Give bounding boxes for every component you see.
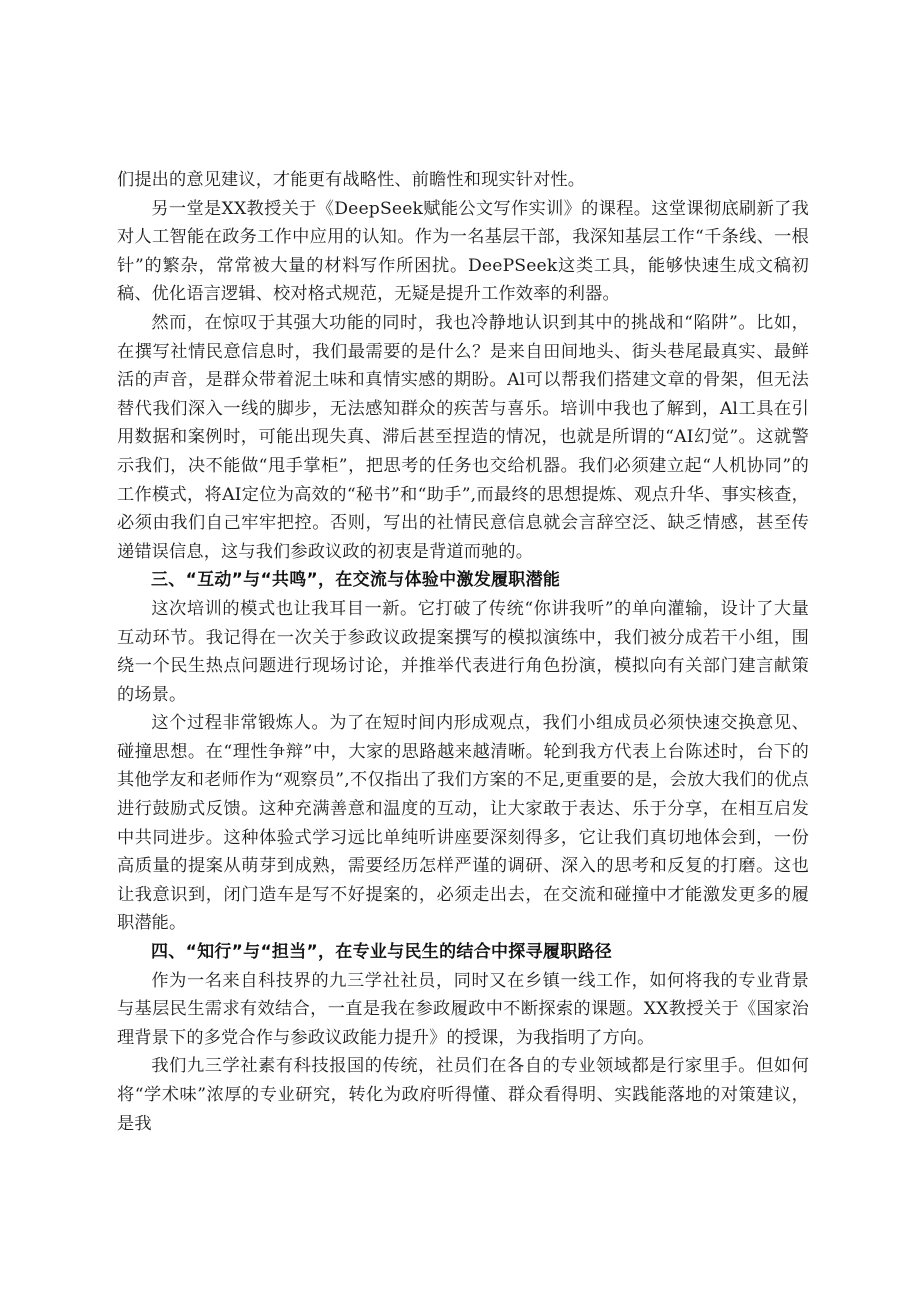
- section-heading-three: 三、“互动”与“共鸣”，在交流与体验中激发履职潜能: [151, 570, 561, 591]
- paragraph-jiusan-tradition: 我们九三学社素有科技报国的传统，社员们在各自的专业领域都是行家里手。但如何将“学术味”浓厚的专业研究，转化为政府听得懂、群众看得明、实践能落地的对策建议，是我: [117, 1056, 809, 1134]
- paragraph-training-mode: 这次培训的模式也让我耳目一新。它打破了传统“你讲我听”的单向灌输，设计了大量互动环节。我记得在一次关于参政议政提案撰写的模拟演练中，我们被分成若干小组，围绕一个民生热点问题进行现场讨论，并推举代表进行角色扮演，模拟向有关部门建言献策的场景。: [117, 598, 809, 705]
- paragraph-interaction-process: 这个过程非常锻炼人。为了在短时间内形成观点，我们小组成员必须快速交换意见、碰撞思想。在“理性争辩”中，大家的思路越来越清晰。轮到我方代表上台陈述时，台下的其他学友和老师作为“观察员”,不仅指出了我们方案的不足,更重要的是，会放大我们的优点进行鼓励式反馈。这种充满善意和温度的互动，让大家敢于表达、乐于分享，在相互启发中共同进步。这种体验式学习远比单纯听讲座要深刻得多，它让我们真切地体会到，一份高质量的提案从萌芽到成熟，需要经历怎样严谨的调研、深入的思考和反复的打磨。这也让我意识到，闭门造车是写不好提案的，必须走出去，在交流和碰撞中才能激发更多的履职潜能。: [117, 713, 809, 934]
- paragraph-continuation: 们提出的意见建议，才能更有战略性、前瞻性和现实针对性。: [117, 170, 586, 190]
- document-body: [117, 166, 809, 1138]
- section-heading-four: 四、“知行”与“担当”，在专业与民生的结合中探寻履职路径: [151, 942, 613, 963]
- paragraph-professional-background: 作为一名来自科技界的九三学社社员，同时又在乡镇一线工作，如何将我的专业背景与基层民生需求有效结合，一直是我在参政履政中不断探索的课题。XX教授关于《国家治理背景下的多党合作与参政议政能力提升》的授课，为我指明了方向。: [117, 970, 809, 1048]
- paragraph-ai-challenges: 然而，在惊叹于其强大功能的同时，我也冷静地认识到其中的挑战和“陷阱”。比如，在撰写社情民意信息时，我们最需要的是什么？是来自田间地头、街头巷尾最真实、最鲜活的声音，是群众带着泥土味和真情实感的期盼。Al可以帮我们搭建文章的骨架，但无法替代我们深入一线的脚步，无法感知群众的疾苦与喜乐。培训中我也了解到，Al工具在引用数据和案例时，可能出现失真、滞后甚至捏造的情况，也就是所谓的“AI幻觉”。这就警示我们，决不能做“甩手掌柜”，把思考的任务也交给机器。我们必须建立起“人机协同”的工作模式，将AI定位为高效的“秘书”和“助手”,而最终的思想提炼、观点升华、事实核查，必须由我们自己牢牢把控。否则，写出的社情民意信息就会言辞空泛、缺乏情感，甚至传递错误信息，这与我们参政议政的初衷是背道而驰的。: [117, 312, 809, 562]
- paragraph-deepseek-course: 另一堂是XX教授关于《DeepSeek赋能公文写作实训》的课程。这堂课彻底刷新了我对人工智能在政务工作中应用的认知。作为一名基层干部，我深知基层工作“千条线、一根针”的繁杂，常常被大量的材料写作所困扰。DeePSeek这类工具，能够快速生成文稿初稿、优化语言逻辑、校对格式规范，无疑是提升工作效率的利器。: [117, 198, 809, 305]
